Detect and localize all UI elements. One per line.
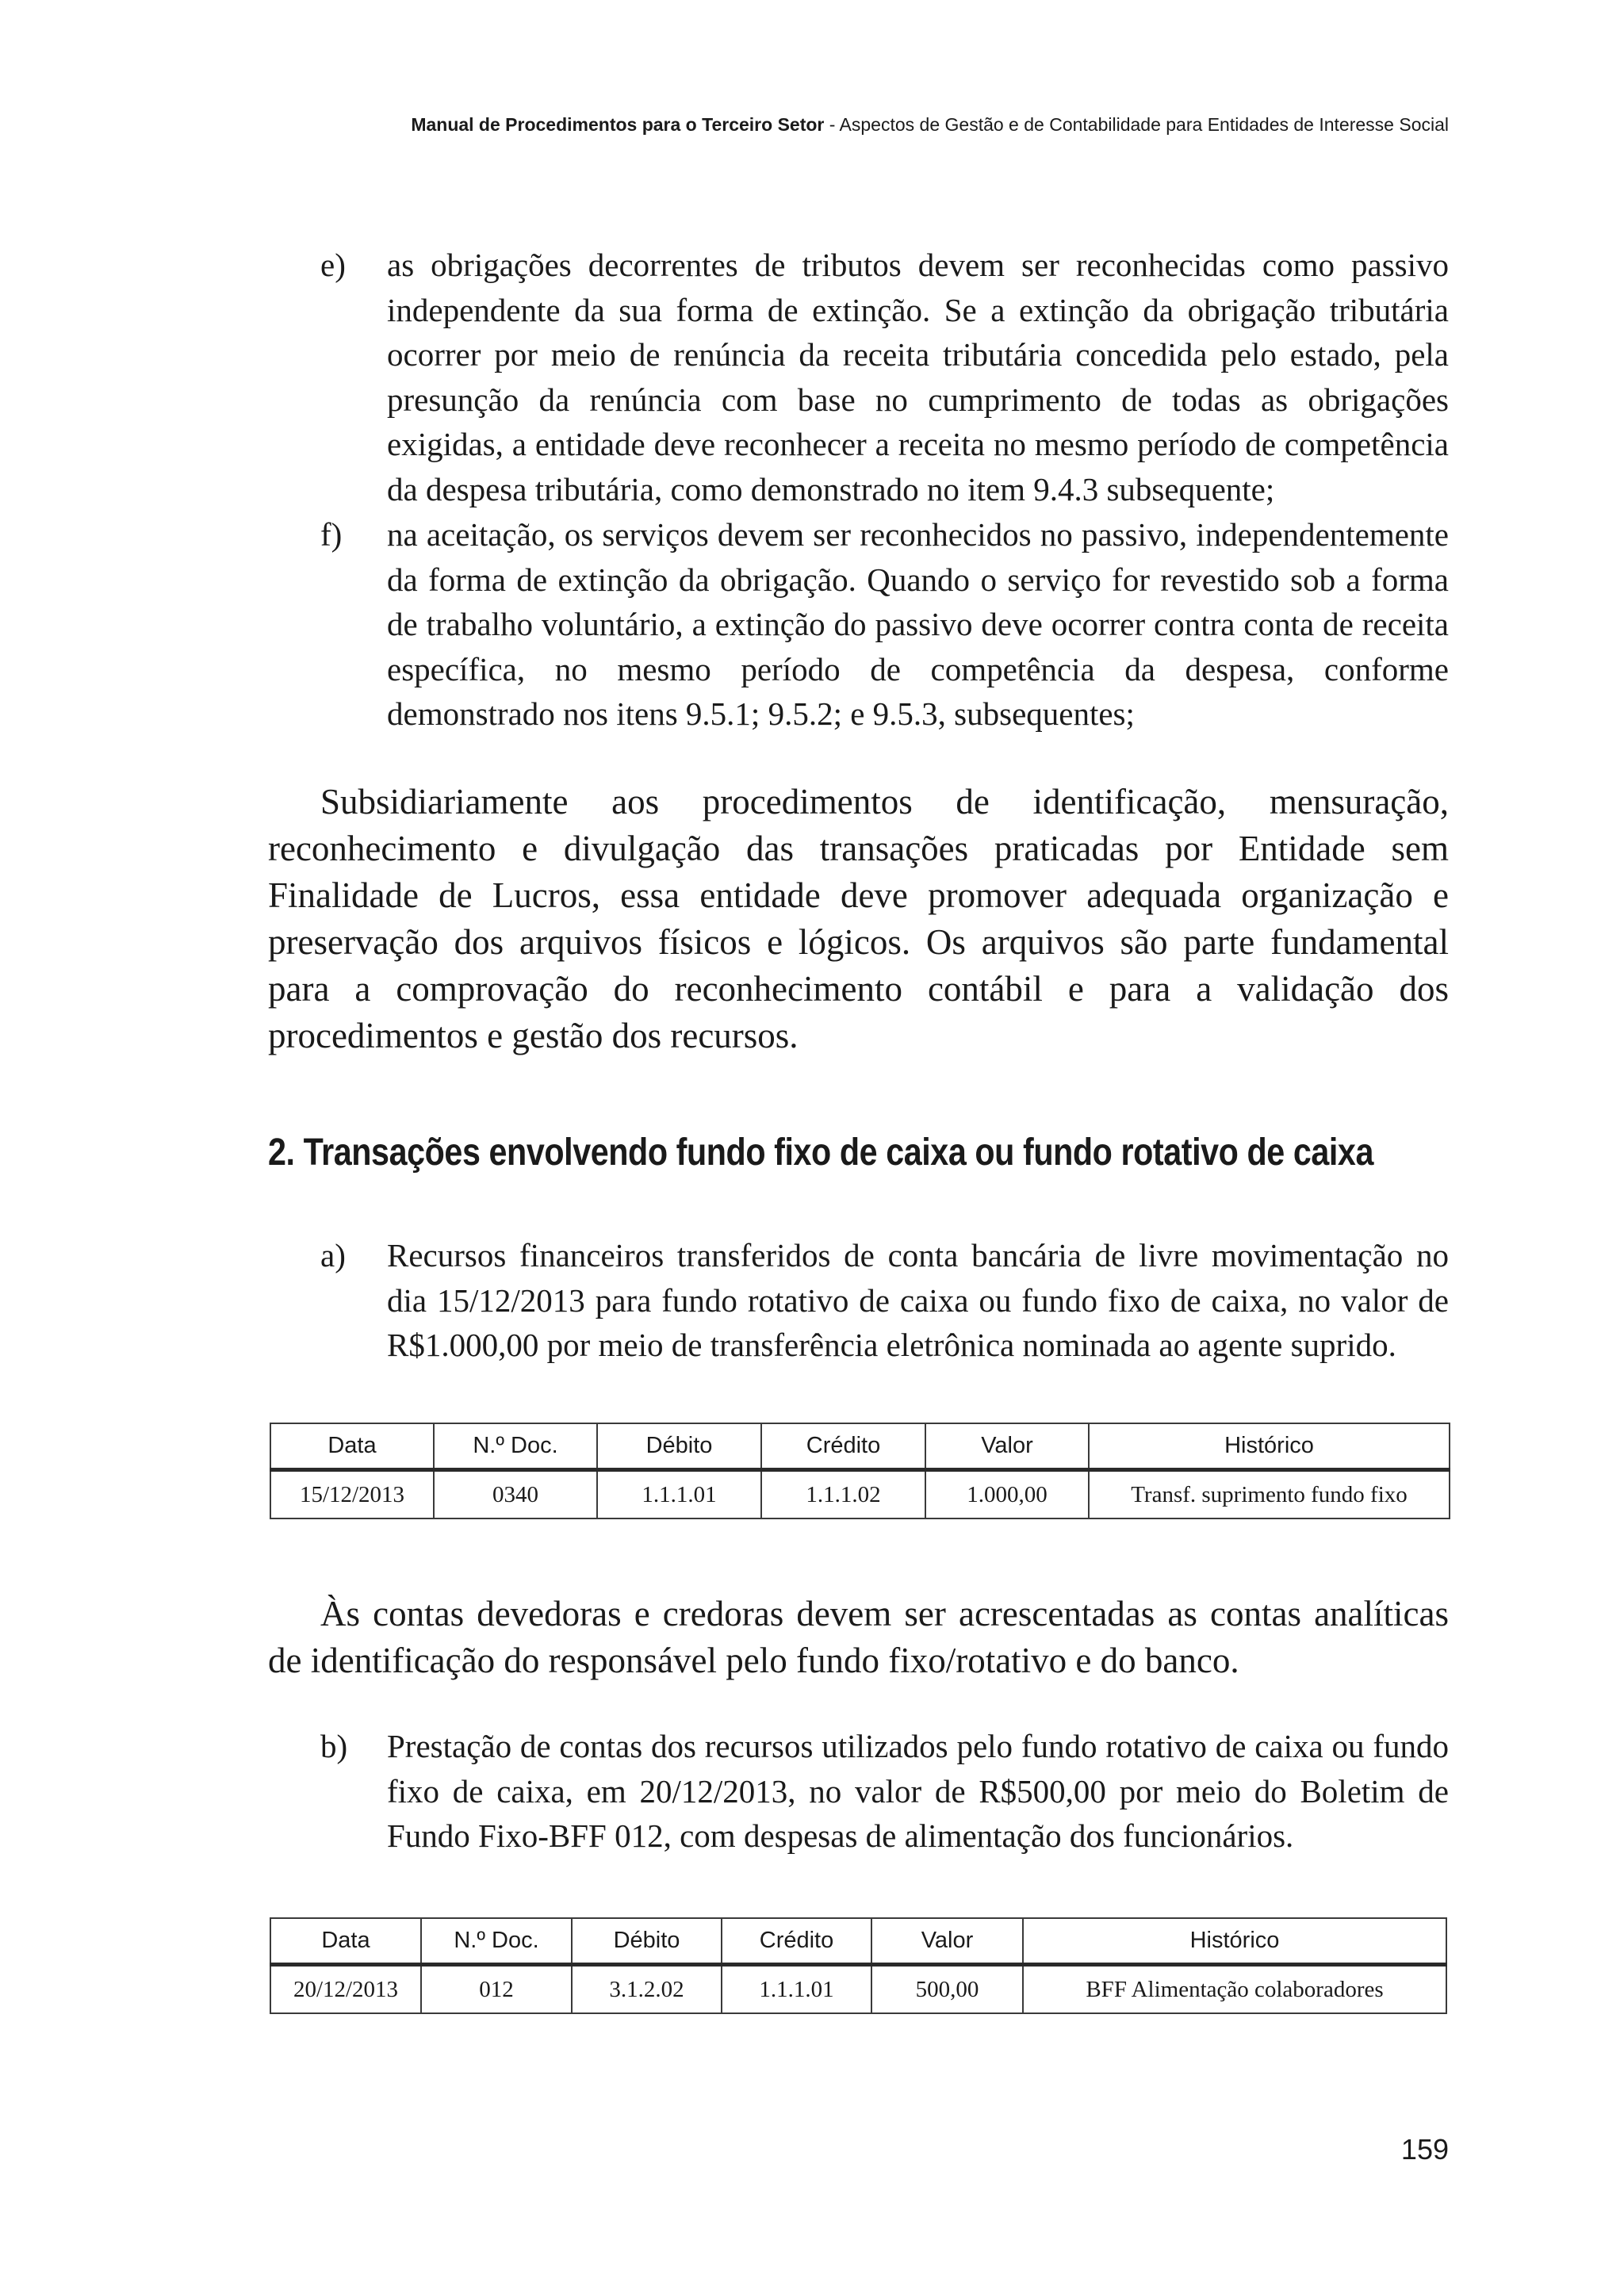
- column-header: Débito: [572, 1918, 722, 1965]
- section-heading: 2. Transações envolvendo fundo fixo de caixa ou fundo rotativo de caixa: [268, 1132, 1373, 1174]
- column-header: N.º Doc.: [421, 1918, 572, 1965]
- column-header: Data: [270, 1918, 421, 1965]
- table-cell: 0340: [434, 1470, 597, 1519]
- table-cell: 1.1.1.02: [761, 1470, 925, 1519]
- list-text: as obrigações decorrentes de tributos devem ser reconhecidas como passivo independente da sua forma de extinção. Se a extinção da obrigação tributária ocorrer por meio de renúncia da receita tributária concedida pelo estado, pela presunção da renúncia com base no cumprimento de todas as obrigações exigidas, a entidade deve reconhecer a receita no mesmo período de competência da despesa tributária, como demonstrado no item 9.4.3 subsequente;: [387, 247, 1449, 507]
- list-text: na aceitação, os serviços devem ser reconhecidos no passivo, independentemente da forma de extinção da obrigação. Quando o serviço for revestido sob a forma de trabalho voluntário, a extinção do passivo deve ocorrer contra conta de receita específica, no mesmo período de competência da despesa, conforme demonstrado nos itens 9.5.1; 9.5.2; e 9.5.3, subsequentes;: [387, 516, 1449, 732]
- table-row: [270, 1965, 1446, 2014]
- column-header: Crédito: [761, 1423, 925, 1470]
- column-header: Data: [270, 1423, 434, 1470]
- column-header: N.º Doc.: [434, 1423, 597, 1470]
- page-number: 159: [1400, 2133, 1449, 2166]
- table-row: [270, 1470, 1450, 1519]
- journal-entry-table-2: [270, 1917, 1447, 2014]
- journal-entry-table-1: [270, 1423, 1450, 1519]
- column-header: Valor: [871, 1918, 1023, 1965]
- table-header-row: [270, 1423, 1450, 1470]
- table-cell: 3.1.2.02: [572, 1965, 722, 2014]
- header-title-bold: Manual de Procedimentos para o Terceiro Setor: [411, 114, 825, 135]
- table-cell: 1.1.1.01: [597, 1470, 761, 1519]
- column-header: Histórico: [1089, 1423, 1450, 1470]
- list-label: a): [320, 1237, 346, 1273]
- table-cell: 1.000,00: [925, 1470, 1089, 1519]
- body-paragraph: Às contas devedoras e credoras devem ser acrescentadas as contas analíticas de identificação do responsável pelo fundo fixo/rotativo e do banco.: [268, 1594, 1449, 1680]
- list-item-f: [320, 512, 1449, 737]
- table-cell: 012: [421, 1965, 572, 2014]
- table-cell: 500,00: [871, 1965, 1023, 2014]
- column-header: Histórico: [1023, 1918, 1446, 1965]
- body-paragraph: Subsidiariamente aos procedimentos de identificação, mensuração, reconhecimento e divulgação das transações praticadas por Entidade sem Finalidade de Lucros, essa entidade deve promover adequada organização e preservação dos arquivos físicos e lógicos. Os arquivos são parte fundamental para a comprovação do reconhecimento contábil e para a validação dos procedimentos e gestão dos recursos.: [268, 782, 1449, 1055]
- list-label: f): [320, 516, 343, 553]
- column-header: Crédito: [722, 1918, 871, 1965]
- table-cell: Transf. suprimento fundo fixo: [1089, 1470, 1450, 1519]
- list-label: e): [320, 247, 346, 283]
- column-header: Valor: [925, 1423, 1089, 1470]
- list-label: b): [320, 1728, 348, 1764]
- table-header-row: [270, 1918, 1446, 1965]
- column-header: Débito: [597, 1423, 761, 1470]
- table-cell: 15/12/2013: [270, 1470, 434, 1519]
- table-cell: 20/12/2013: [270, 1965, 421, 2014]
- table-cell: BFF Alimentação colaboradores: [1023, 1965, 1446, 2014]
- list-item-a: [320, 1233, 1449, 1368]
- header-title-rest: - Aspectos de Gestão e de Contabilidade para Entidades de Interesse Social: [824, 114, 1449, 135]
- list-item-e: [320, 243, 1449, 511]
- table-cell: 1.1.1.01: [722, 1965, 871, 2014]
- list-item-b: [320, 1724, 1449, 1859]
- list-text: Recursos financeiros transferidos de conta bancária de livre movimentação no dia 15/12/2013 para fundo rotativo de caixa ou fundo fixo de caixa, no valor de R$1.000,00 por meio de transferência eletrônica nominada ao agente suprido.: [387, 1237, 1449, 1363]
- list-text: Prestação de contas dos recursos utilizados pelo fundo rotativo de caixa ou fundo fixo de caixa, em 20/12/2013, no valor de R$500,00 por meio do Boletim de Fundo Fixo-BFF 012, com despesas de alimentação dos funcionários.: [387, 1728, 1449, 1854]
- running-header: [394, 114, 1449, 136]
